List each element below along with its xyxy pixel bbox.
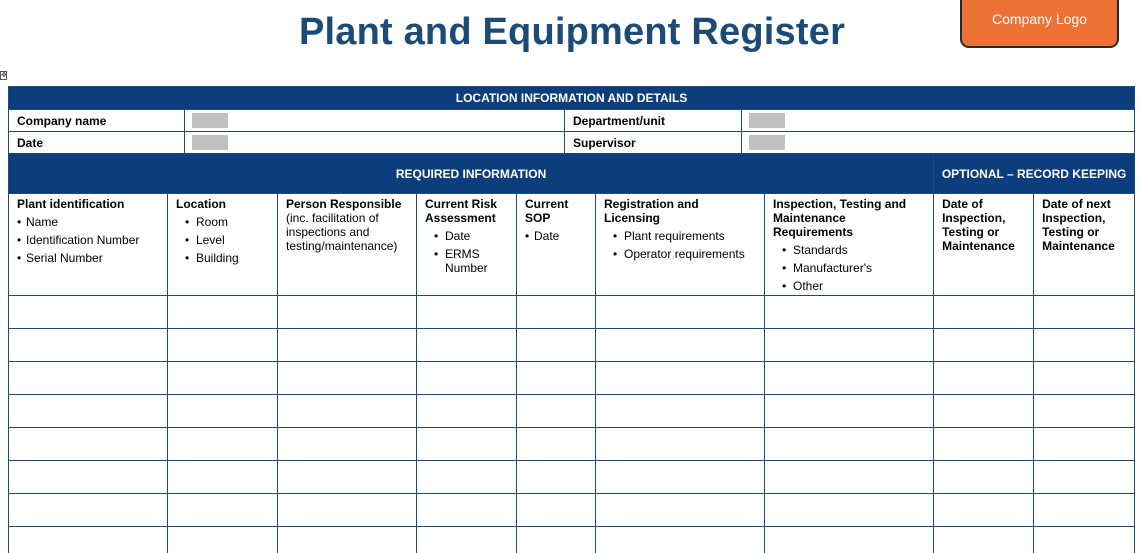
table-cell[interactable] (596, 329, 765, 362)
location-bullets (176, 215, 271, 265)
table-cell[interactable] (517, 329, 596, 362)
col-plant-identification: Plant identification • Name • Identification Number • Serial Number (9, 194, 168, 296)
table-cell[interactable] (596, 428, 765, 461)
table-cell[interactable] (278, 395, 417, 428)
company-name-placeholder (192, 113, 228, 128)
department-unit-field[interactable] (742, 110, 1135, 132)
table-cell[interactable] (765, 296, 934, 329)
table-cell[interactable] (278, 527, 417, 553)
table-cell[interactable] (596, 362, 765, 395)
table-cell[interactable] (596, 527, 765, 553)
list-item: • Date (525, 229, 589, 243)
table-cell[interactable] (765, 527, 934, 553)
table-cell[interactable] (1034, 362, 1135, 395)
list-item: • Standards (773, 243, 927, 257)
list-item: • Building (176, 251, 271, 265)
table-cell[interactable] (417, 329, 517, 362)
plant-identification-bullets (17, 215, 161, 265)
col-person-responsible: Person Responsible (inc. facilitation of inspections and testing/maintenance) (278, 194, 417, 296)
company-name-field[interactable] (185, 110, 565, 132)
table-cell[interactable] (417, 461, 517, 494)
table-cell[interactable] (517, 428, 596, 461)
person-responsible-note: (inc. facilitation of inspections and testing/maintenance) (286, 211, 398, 253)
date-placeholder (192, 135, 228, 150)
page-title: Plant and Equipment Register (298, 11, 846, 53)
table-cell[interactable] (596, 395, 765, 428)
table-cell[interactable] (168, 296, 278, 329)
table-cell[interactable] (278, 461, 417, 494)
table-cell[interactable] (9, 461, 168, 494)
table-cell[interactable] (934, 494, 1034, 527)
table-cell[interactable] (934, 428, 1034, 461)
table-cell[interactable] (417, 494, 517, 527)
list-item: • Manufacturer's (773, 261, 927, 275)
table-cell[interactable] (765, 362, 934, 395)
col-registration-licensing: Registration and Licensing • Plant requirements • Operator requirements (596, 194, 765, 296)
table-cell[interactable] (765, 428, 934, 461)
table-cell[interactable] (168, 494, 278, 527)
table-cell[interactable] (934, 527, 1034, 553)
table-cell[interactable] (1034, 461, 1135, 494)
table-cell[interactable] (168, 461, 278, 494)
table-cell[interactable] (168, 329, 278, 362)
table-cell[interactable] (517, 461, 596, 494)
table-cell[interactable] (278, 329, 417, 362)
table-cell[interactable] (278, 494, 417, 527)
table-cell[interactable] (168, 395, 278, 428)
table-cell[interactable] (517, 395, 596, 428)
table-cell[interactable] (765, 461, 934, 494)
table-cell[interactable] (9, 362, 168, 395)
required-info-heading: REQUIRED INFORMATION (9, 154, 934, 194)
table-row (9, 494, 1135, 527)
table-cell[interactable] (9, 296, 168, 329)
table-cell[interactable] (517, 527, 596, 553)
date-field[interactable] (185, 132, 565, 154)
register-entry-rows (9, 296, 1135, 553)
col-location: Location • Room • Level • Building (168, 194, 278, 296)
risk-assessment-bullets (425, 229, 510, 275)
table-cell[interactable] (517, 494, 596, 527)
register-table (8, 153, 1135, 553)
table-cell[interactable] (596, 494, 765, 527)
table-cell[interactable] (417, 395, 517, 428)
list-item: • Operator requirements (604, 247, 758, 261)
col-date-of-inspection: Date of Inspection, Testing or Maintenance (934, 194, 1034, 296)
list-item: • Level (176, 233, 271, 247)
table-cell[interactable] (934, 329, 1034, 362)
table-cell[interactable] (417, 428, 517, 461)
table-row (9, 395, 1135, 428)
table-row (9, 461, 1135, 494)
location-section-heading: LOCATION INFORMATION AND DETAILS (9, 87, 1135, 110)
department-unit-label: Department/unit (565, 110, 742, 132)
table-cell[interactable] (1034, 527, 1135, 553)
table-cell[interactable] (1034, 395, 1135, 428)
department-unit-placeholder (749, 113, 785, 128)
company-logo-placeholder[interactable]: Company Logo (960, 0, 1119, 48)
list-item: • Plant requirements (604, 229, 758, 243)
col-date-of-next-inspection: Date of next Inspection, Testing or Maintenance (1034, 194, 1135, 296)
table-cell[interactable] (278, 428, 417, 461)
supervisor-label: Supervisor (565, 132, 742, 154)
table-cell[interactable] (1034, 329, 1135, 362)
optional-record-keeping-heading: OPTIONAL – RECORD KEEPING (934, 154, 1135, 194)
date-label: Date (9, 132, 185, 154)
table-cell[interactable] (765, 329, 934, 362)
table-cell[interactable] (417, 362, 517, 395)
table-cell[interactable] (9, 494, 168, 527)
table-cell[interactable] (9, 527, 168, 553)
table-cell[interactable] (9, 428, 168, 461)
table-row (9, 329, 1135, 362)
table-cell[interactable] (1034, 296, 1135, 329)
list-item: • Name (17, 215, 161, 229)
list-item: • Date (425, 229, 510, 243)
list-item: • ERMS Number (425, 247, 510, 275)
list-item: • Other (773, 279, 927, 293)
col-current-risk-assessment: Current Risk Assessment • Date • ERMS Number (417, 194, 517, 296)
col-inspection-testing-maintenance: Inspection, Testing and Maintenance Requirements • Standards • Manufacturer's • Other (765, 194, 934, 296)
table-cell[interactable] (765, 494, 934, 527)
company-name-label: Company name (9, 110, 185, 132)
table-cell[interactable] (1034, 428, 1135, 461)
table-cell[interactable] (168, 362, 278, 395)
supervisor-field[interactable] (742, 132, 1135, 154)
table-cell[interactable] (934, 362, 1034, 395)
table-cell[interactable] (596, 296, 765, 329)
table-row (9, 428, 1135, 461)
table-cell[interactable] (9, 395, 168, 428)
table-cell[interactable] (934, 395, 1034, 428)
table-row (9, 296, 1135, 329)
table-cell[interactable] (596, 461, 765, 494)
table-row (9, 362, 1135, 395)
location-info-table (8, 86, 1135, 154)
current-sop-bullets (525, 229, 589, 243)
table-cell[interactable] (517, 296, 596, 329)
table-row (9, 527, 1135, 553)
list-item: • Serial Number (17, 251, 161, 265)
table-cell[interactable] (1034, 494, 1135, 527)
table-cell[interactable] (934, 461, 1034, 494)
table-cell[interactable] (517, 362, 596, 395)
registration-bullets (604, 229, 758, 261)
col-current-sop: Current SOP • Date (517, 194, 596, 296)
table-cell[interactable] (278, 362, 417, 395)
table-cell[interactable] (168, 428, 278, 461)
table-cell[interactable] (417, 296, 517, 329)
table-cell[interactable] (765, 395, 934, 428)
table-cell[interactable] (278, 296, 417, 329)
inspection-requirements-bullets (773, 243, 927, 293)
supervisor-placeholder (749, 135, 785, 150)
table-move-handle-icon[interactable]: ✥ (1, 71, 7, 79)
list-item: • Room (176, 215, 271, 229)
table-cell[interactable] (168, 527, 278, 553)
list-item: • Identification Number (17, 233, 161, 247)
table-cell[interactable] (934, 296, 1034, 329)
table-cell[interactable] (9, 329, 168, 362)
table-cell[interactable] (417, 527, 517, 553)
